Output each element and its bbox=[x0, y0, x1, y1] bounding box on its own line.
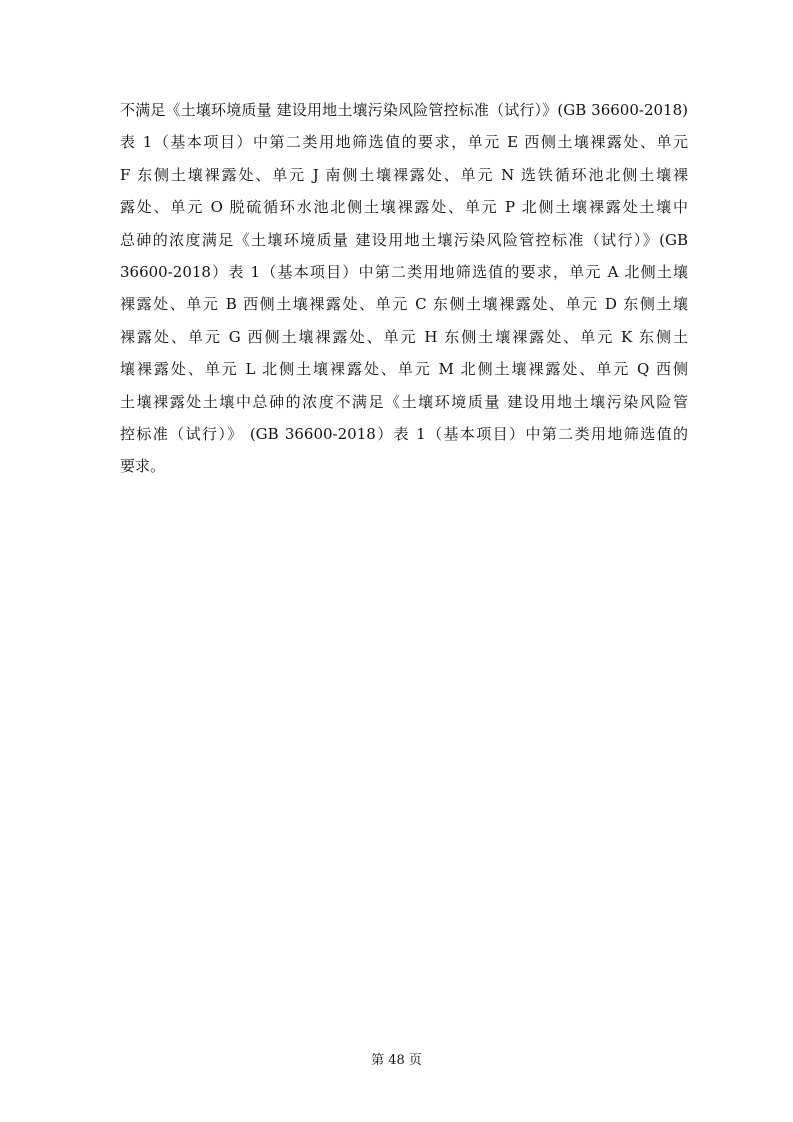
paragraph-line-5: 总砷的浓度满足《土壤环境质量 建设用地土壤污染风险管控标准（试行）》(GB bbox=[120, 230, 688, 249]
body-paragraph bbox=[120, 94, 688, 483]
paragraph-line-1: 不满足《土壤环境质量 建设用地土壤污染风险管控标准（试行）》(GB 36600-2018) bbox=[120, 101, 688, 119]
page-number: 第 48 页 bbox=[371, 1053, 422, 1068]
paragraph-line-10: 土壤裸露处土壤中总砷的浓度不满足《土壤环境质量 建设用地土壤污染风险管 bbox=[120, 392, 688, 411]
paragraph-line-2: 表 1（基本项目）中第二类用地筛选值的要求，单元 E 西侧土壤裸露处、单元 bbox=[120, 133, 688, 152]
paragraph-line-9: 壤裸露处、单元 L 北侧土壤裸露处、单元 M 北侧土壤裸露处、单元 Q 西侧 bbox=[120, 360, 688, 379]
paragraph-line-6: 36600-2018）表 1（基本项目）中第二类用地筛选值的要求，单元 A 北侧土壤 bbox=[120, 262, 688, 281]
paragraph-line-8: 裸露处、单元 G 西侧土壤裸露处、单元 H 东侧土壤裸露处、单元 K 东侧土 bbox=[120, 327, 688, 346]
paragraph-line-3: F 东侧土壤裸露处、单元 J 南侧土壤裸露处、单元 N 选铁循环池北侧土壤裸 bbox=[120, 165, 688, 184]
paragraph-line-4: 露处、单元 O 脱硫循环水池北侧土壤裸露处、单元 P 北侧土壤裸露处土壤中 bbox=[120, 198, 688, 217]
paragraph-line-11: 控标准（试行）》 (GB 36600-2018）表 1（基本项目）中第二类用地筛选值的 bbox=[120, 424, 688, 443]
paragraph-line-12: 要求。 bbox=[120, 457, 166, 476]
paragraph-line-7: 裸露处、单元 B 西侧土壤裸露处、单元 C 东侧土壤裸露处、单元 D 东侧土壤 bbox=[120, 295, 688, 314]
